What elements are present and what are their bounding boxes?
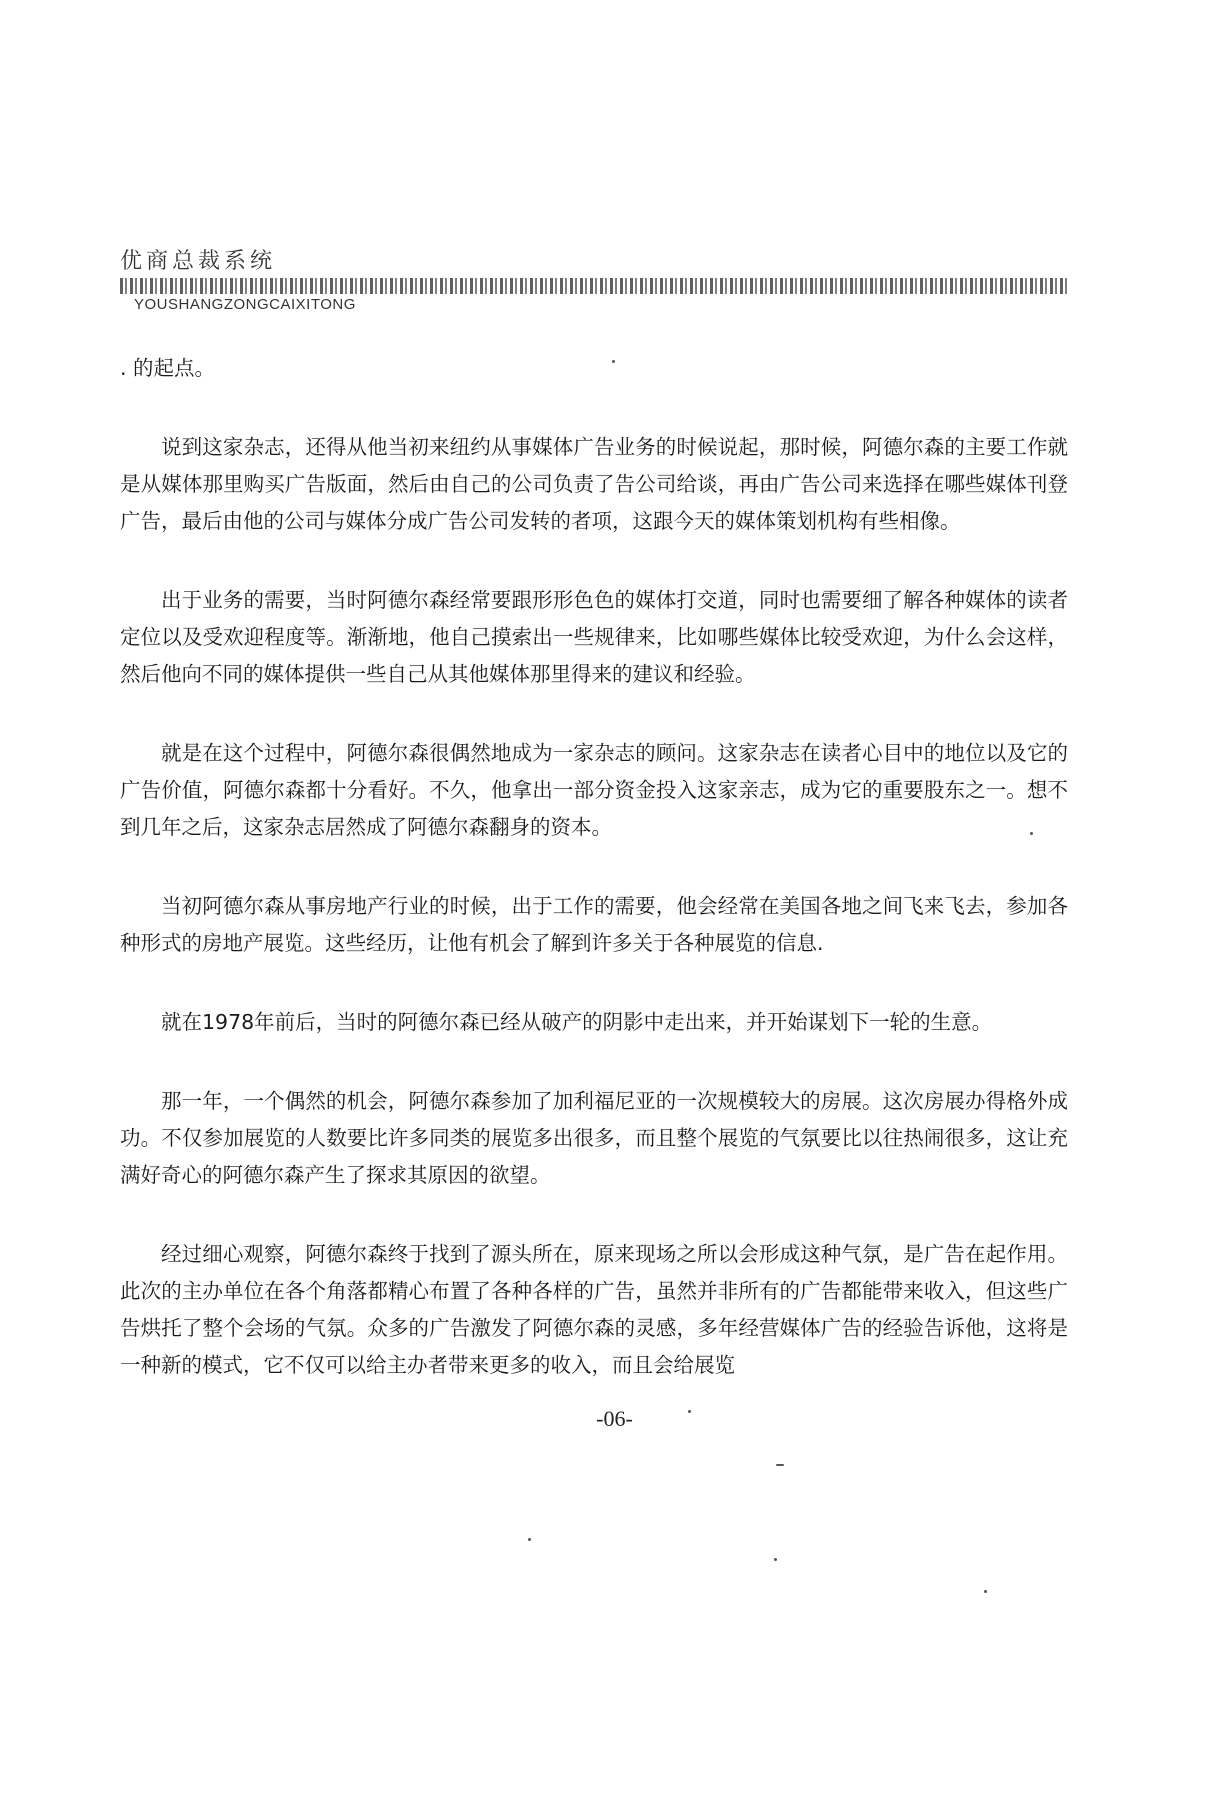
- paragraph: 出于业务的需要，当时阿德尔森经常要跟形形色色的媒体打交道，同时也需要细了解各种媒体的读者定位以及受欢迎程度等。渐渐地，他自己摸索出一些规律来，比如哪些媒体比较受欢迎，为什么会这样，然后他向不同的媒体提供一些自己从其他媒体那里得来的建议和经验。: [120, 588, 1068, 686]
- scan-speck: [984, 1590, 987, 1593]
- scan-speck: [774, 1558, 777, 1561]
- page-number: -06-: [596, 1406, 633, 1431]
- paragraph: 就是在这个过程中，阿德尔森很偶然地成为一家杂志的顾问。这家杂志在读者心目中的地位以及它的广告价值，阿德尔森都十分看好。不久，他拿出一部分资金投入这家亲志，成为它的重要股东之一。想不到几年之后，这家杂志居然成了阿德尔森翻身的资本。: [120, 741, 1068, 839]
- paragraph: 那一年，一个偶然的机会，阿德尔森参加了加利福尼亚的一次规模较大的房展。这次房展办得格外成功。不仅参加展览的人数要比许多同类的展览多出很多，而且整个展览的气氛要比以往热闹很多，这让充满好奇心的阿德尔森产生了探求其原因的欲望。: [120, 1089, 1068, 1187]
- scan-speck: [612, 360, 615, 363]
- paragraph: . 的起点。: [120, 356, 216, 380]
- header-decorative-band: [120, 278, 1070, 294]
- running-header-subtitle: YOUSHANGZONGCAIXITONG: [134, 296, 356, 313]
- scan-speck: [776, 1464, 784, 1466]
- paragraph: 说到这家杂志，还得从他当初来纽约从事媒体广告业务的时候说起，那时候，阿德尔森的主要工作就是从媒体那里购买广告版面，然后由自己的公司负责了告公司给谈，再由广告公司来选择在哪些媒体刊登广告，最后由他的公司与媒体分成广告公司发转的者项，这跟今天的媒体策划机构有些相像。: [120, 435, 1068, 533]
- paragraph: 就在1978年前后，当时的阿德尔森已经从破产的阴影中走出来，并开始谋划下一轮的生意。: [161, 1010, 993, 1034]
- scan-speck: [688, 1410, 691, 1413]
- scan-speck: [528, 1538, 531, 1541]
- scan-speck: [1030, 832, 1033, 835]
- paragraph: 当初阿德尔森从事房地产行业的时候，出于工作的需要，他会经常在美国各地之间飞来飞去，参加各种形式的房地产展览。这些经历，让他有机会了解到许多关于各种展览的信息.: [120, 894, 1068, 955]
- running-header-title: 优商总裁系统: [120, 249, 277, 274]
- body-text: [120, 350, 1068, 1426]
- paragraph: 经过细心观察，阿德尔森终于找到了源头所在，原来现场之所以会形成这种气氛，是广告在起作用。此次的主办单位在各个角落都精心布置了各种各样的广告，虽然并非所有的广告都能带来收入，但这些广告烘托了整个会场的气氛。众多的广告激发了阿德尔森的灵感，多年经营媒体广告的经验告诉他，这将是一种新的模式，它不仅可以给主办者带来更多的收入，而且会给展览: [120, 1242, 1068, 1377]
